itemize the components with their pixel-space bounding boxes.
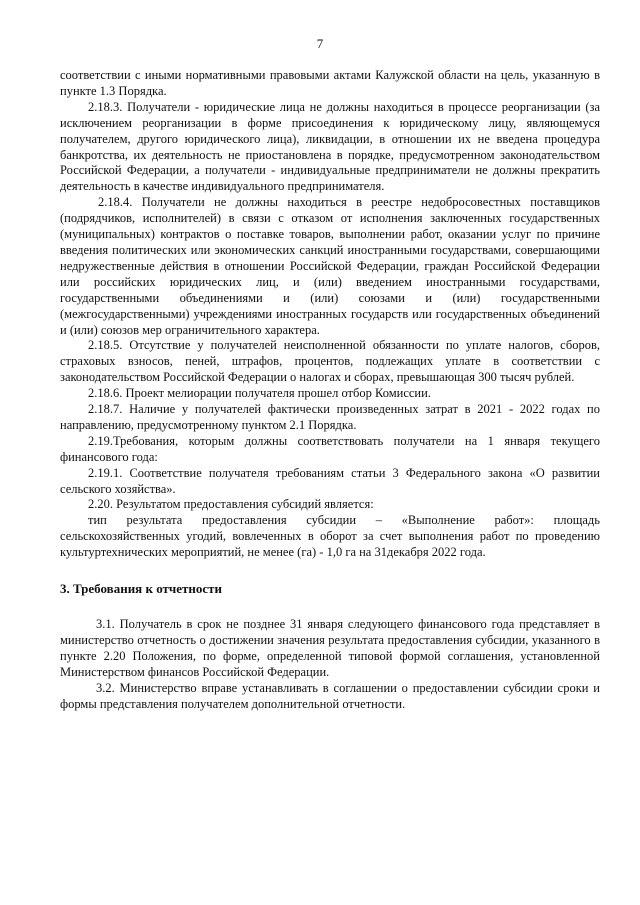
paragraph-2-19-1: 2.19.1. Соответствие получателя требованиям статьи 3 Федерального закона «О развитии сельского хозяйства». — [60, 465, 600, 496]
document-body — [60, 68, 600, 712]
paragraph-2-18-7: 2.18.7. Наличие у получателей фактически произведенных затрат в 2021 - 2022 годах по направлению, предусмотренному пунктом 2.1 Порядка. — [60, 402, 600, 432]
paragraph-2-18-6: 2.18.6. Проект мелиорации получателя прошел отбор Комиссии. — [88, 386, 431, 401]
paragraph-2-18-5: 2.18.5. Отсутствие у получателей неисполненной обязанности по уплате налогов, сборов, страховых взносов, пеней, штрафов, процентов, подлежащих уплате в соответствии с законодательством Российской Федерации о налогах и сборах, превышающая 300 тысяч рублей. — [60, 338, 600, 385]
paragraph-result-type: тип результата предоставления субсидии – «Выполнение работ»: площадь сельскохозяйственных угодий, вовлеченных в оборот за счет выполнения работ по проведению культуртехнических мероприятий, не менее (га) - 1,0 га на 31декабря 2022 года. — [60, 513, 600, 560]
paragraph-2-19: 2.19.Требования, которым должны соответствовать получатели на 1 января текущего финансового года: — [60, 433, 600, 464]
paragraph-2-20: 2.20. Результатом предоставления субсидий является: — [88, 497, 374, 512]
paragraph: соответствии с иными нормативными правовыми актами Калужской области на цель, указанную в пункте 1.3 Порядка. — [60, 68, 600, 98]
section-title: 3. Требования к отчетности — [60, 581, 223, 597]
page-number: 7 — [316, 36, 324, 51]
paragraph-2-18-3: 2.18.3. Получатели - юридические лица не должны находиться в процессе реорганизации (за исключением реорганизации в форме присоединения к юридическому лицу, являющемуся получателем, другого юридического лица), ликвидации, в отношении их не введена процедура банкротства, их деятельность не приостановлена в порядке, предусмотренном законодательством Российской Федерации, а получатели - индивидуальные предприниматели не должны прекратить деятельность в качестве индивидуального предпринимателя. — [60, 99, 600, 194]
paragraph-3-2: 3.2. Министерство вправе устанавливать в соглашении о предоставлении субсидии сроки и формы представления получателем дополнительной отчетности. — [60, 680, 600, 711]
paragraph-3-1: 3.1. Получатель в срок не позднее 31 января следующего финансового года представляет в министерство отчетность о достижении значения результата предоставления субсидии, указанного в пункте 2.20 Положения, по форме, определенной типовой формой соглашения, установленной Министерством финансов Российской Федерации. — [60, 617, 600, 679]
paragraph-2-18-4: 2.18.4. Получатели не должны находиться в реестре недобросовестных поставщиков (подрядчиков, исполнителей) в связи с отказом от исполнения заключенных государственных (муниципальных) контрактов о поставке товаров, выполнении работ, оказании услуг по причине введения политических или экономических санкций иностранными государствами, совершающими недружественные действия в отношении Российской Федерации, граждан Российской Федерации или российских юридических лиц, и (или) введением иностранными государствами, государственными объединениями и (или) союзами и (или) государственными (межгосударственными) учреждениями иностранных государств или государственных объединений и (или) союзов мер ограничительного характера. — [60, 195, 600, 337]
